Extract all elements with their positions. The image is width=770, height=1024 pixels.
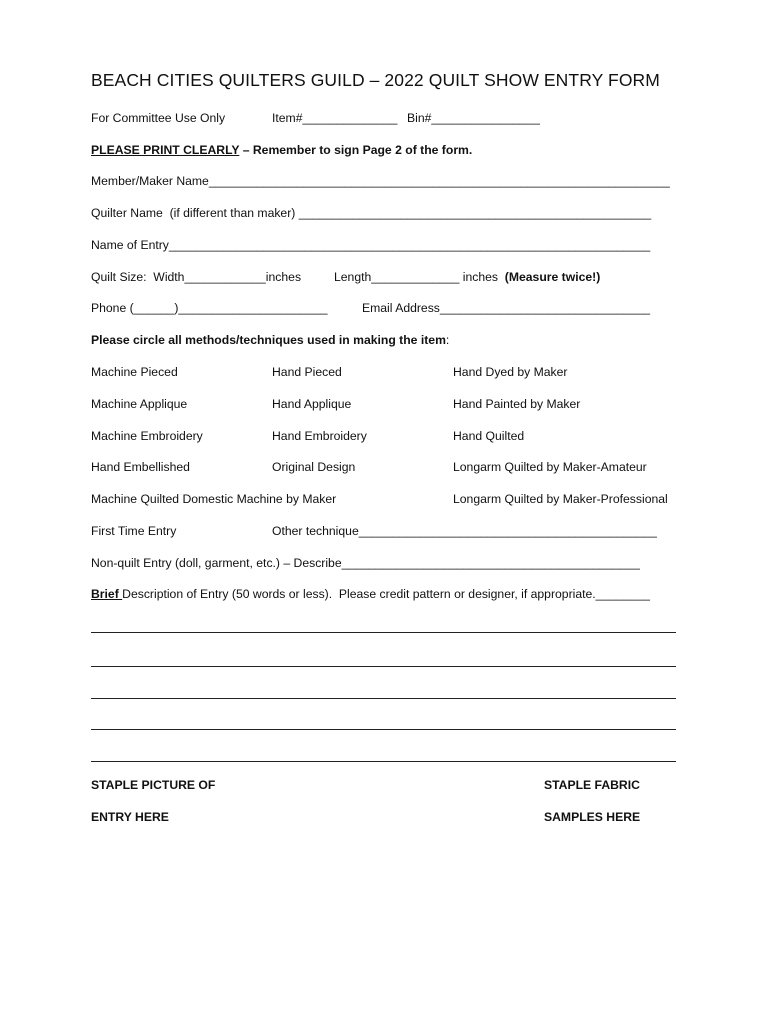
member-maker-name-field: Member/Maker Name____________________________________________________________________	[91, 174, 670, 188]
staple-picture-label: STAPLE PICTURE OF	[91, 778, 216, 792]
quilt-width-field: Quilt Size: Width____________inches	[91, 270, 302, 284]
method-option: Hand Embellished	[91, 460, 190, 474]
entry-name-field: Name of Entry_______________________________________________________________________	[91, 238, 651, 252]
quilter-name-field: Quilter Name (if different than maker) ____________________________________________________	[91, 206, 652, 220]
method-option: Machine Quilted Domestic Machine by Maker	[91, 492, 337, 506]
description-prompt	[91, 586, 650, 602]
description-line	[91, 666, 676, 667]
method-option: Machine Pieced	[91, 365, 178, 379]
methods-heading-colon: :	[445, 333, 450, 347]
non-quilt-entry-field: Non-quilt Entry (doll, garment, etc.) – Describe____________________________________________	[91, 556, 640, 570]
quilt-length-field	[334, 269, 600, 285]
first-time-entry-option: First Time Entry	[91, 524, 177, 538]
method-option: Hand Quilted	[453, 429, 525, 443]
description-line	[91, 729, 676, 730]
print-clearly-emphasis: PLEASE PRINT CLEARLY	[91, 143, 240, 157]
form-title: BEACH CITIES QUILTERS GUILD – 2022 QUILT SHOW ENTRY FORM	[91, 70, 660, 90]
bin-number-field: Bin#________________	[407, 111, 540, 125]
print-instruction	[91, 142, 472, 158]
method-option: Longarm Quilted by Maker-Professional	[453, 492, 668, 506]
method-option: Hand Painted by Maker	[453, 397, 581, 411]
sign-reminder: – Remember to sign Page 2 of the form.	[239, 143, 473, 157]
method-option: Original Design	[272, 460, 356, 474]
staple-fabric-label: STAPLE FABRIC	[544, 778, 640, 792]
staple-fabric-label: SAMPLES HERE	[544, 810, 641, 824]
methods-heading	[91, 332, 449, 348]
method-option: Hand Pieced	[272, 365, 342, 379]
other-technique-field: Other technique____________________________________________	[272, 524, 657, 538]
method-option: Machine Embroidery	[91, 429, 203, 443]
phone-field: Phone (______)______________________	[91, 301, 328, 315]
method-option: Hand Applique	[272, 397, 352, 411]
description-prompt-text: Description of Entry (50 words or less). Please credit pattern or designer, if appropriate.________	[122, 587, 650, 601]
brief-emphasis: Brief	[91, 587, 123, 601]
description-line	[91, 761, 676, 762]
methods-heading-text: Please circle all methods/techniques used in making the item	[91, 333, 446, 347]
email-field: Email Address_______________________________	[362, 301, 651, 315]
description-line	[91, 698, 676, 699]
method-option: Hand Embroidery	[272, 429, 367, 443]
method-option: Machine Applique	[91, 397, 188, 411]
staple-picture-label: ENTRY HERE	[91, 810, 169, 824]
quilt-length-text: Length_____________ inches	[334, 270, 505, 284]
measure-twice-note: (Measure twice!)	[504, 270, 601, 284]
committee-use-label: For Committee Use Only	[91, 111, 226, 125]
method-option: Hand Dyed by Maker	[453, 365, 568, 379]
item-number-field: Item#______________	[272, 111, 398, 125]
description-line	[91, 632, 676, 633]
method-option: Longarm Quilted by Maker-Amateur	[453, 460, 647, 474]
